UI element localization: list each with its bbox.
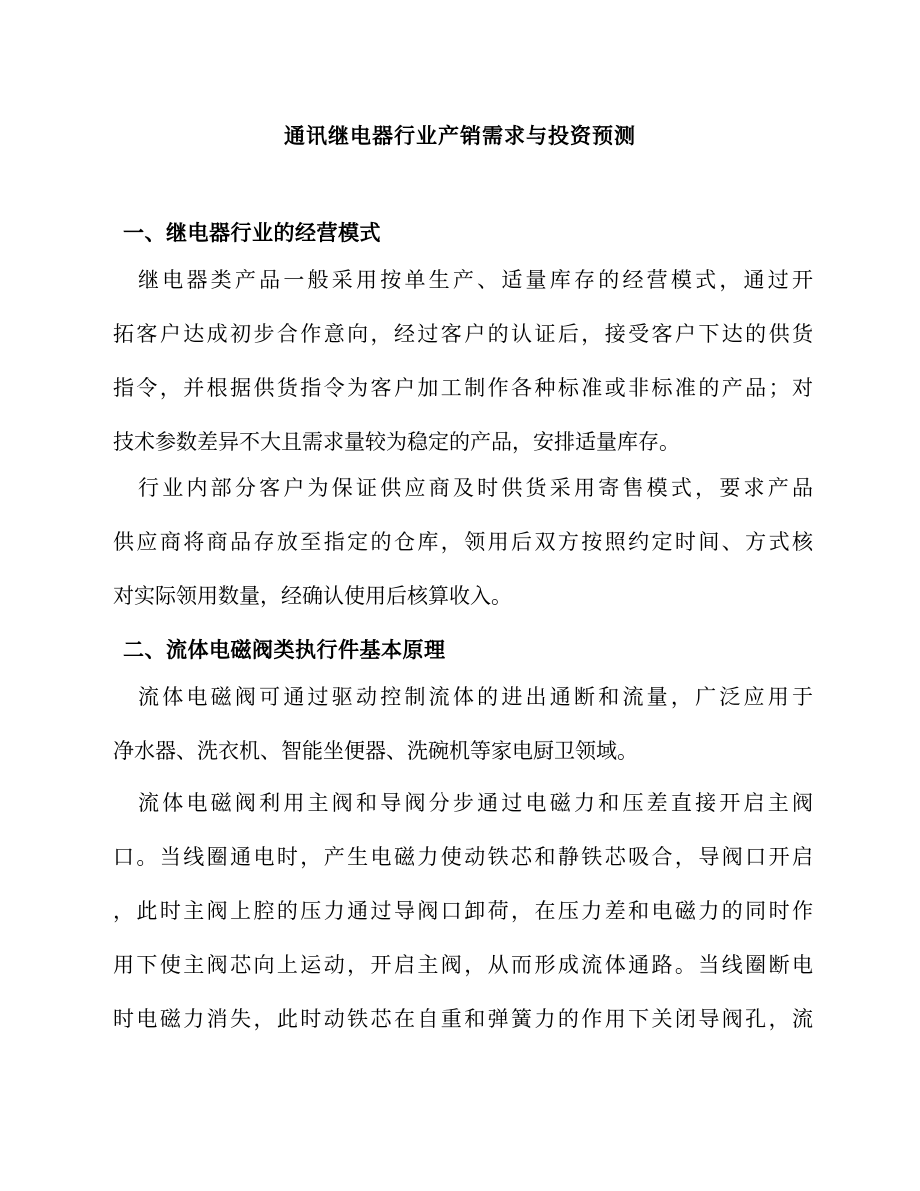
- text-line: 对实际领用数量，经确认使用后核算收入。: [113, 584, 512, 608]
- section-1-paragraph-2: [113, 461, 813, 623]
- section-1-paragraph-1: [113, 253, 813, 469]
- section-2-paragraph-1: [113, 670, 813, 778]
- text-line: 技术参数差异不大且需求量较为稳定的产品，安排适量库存。: [113, 430, 680, 454]
- text-line: 口。当线圈通电时，产生电磁力使动铁芯和静铁芯吸合，导阀口开启: [113, 845, 813, 869]
- section-2-paragraph-2: [113, 776, 813, 1046]
- text-line: 流体电磁阀可通过驱动控制流体的进出通断和流量，广泛应用于: [138, 685, 813, 709]
- text-line: 流体电磁阀利用主阀和导阀分步通过电磁力和压差直接开启主阀: [138, 791, 813, 815]
- section-heading-1: 一、继电器行业的经营模式: [123, 221, 381, 245]
- document-title: 通讯继电器行业产销需求与投资预测: [284, 124, 636, 148]
- text-line: 用下使主阀芯向上运动，开启主阀，从而形成流体通路。当线圈断电: [113, 953, 813, 977]
- text-line: 拓客户达成初步合作意向，经过客户的认证后，接受客户下达的供货: [113, 322, 813, 346]
- text-line: 净水器、洗衣机、智能坐便器、洗碗机等家电厨卫领域。: [113, 739, 638, 763]
- section-heading-2: 二、流体电磁阀类执行件基本原理: [123, 638, 446, 662]
- text-line: 时电磁力消失，此时动铁芯在自重和弹簧力的作用下关闭导阀孔，流: [113, 1007, 813, 1031]
- text-line: 继电器类产品一般采用按单生产、适量库存的经营模式，通过开: [138, 268, 813, 292]
- text-line: 指令，并根据供货指令为客户加工制作各种标准或非标准的产品；对: [113, 376, 813, 400]
- text-line: 供应商将商品存放至指定的仓库，领用后双方按照约定时间、方式核: [113, 530, 813, 554]
- text-line: ，此时主阀上腔的压力通过导阀口卸荷，在压力差和电磁力的同时作: [113, 899, 813, 923]
- text-line: 行业内部分客户为保证供应商及时供货采用寄售模式，要求产品: [138, 476, 813, 500]
